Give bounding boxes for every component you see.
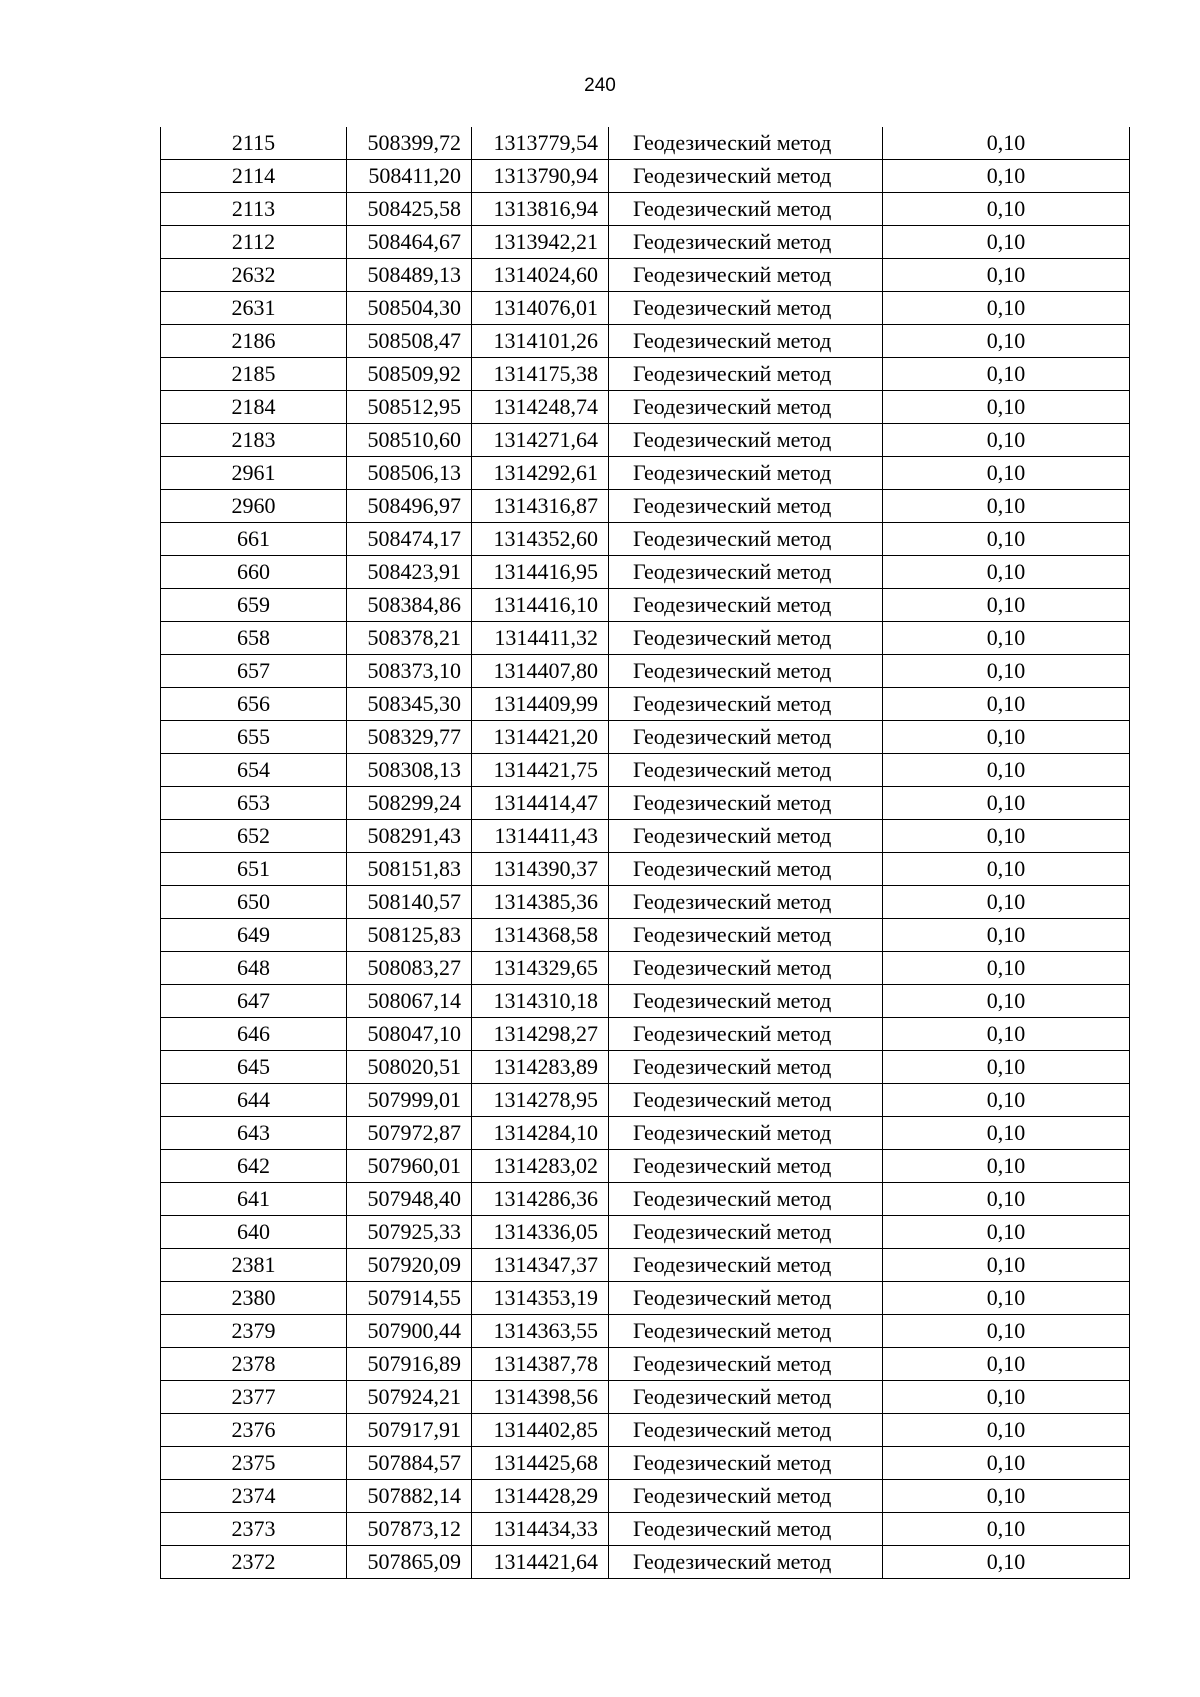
table-row [161, 1282, 1130, 1315]
point-number-cell: 2381 [161, 1249, 347, 1282]
accuracy-cell: 0,10 [883, 1480, 1130, 1513]
accuracy-cell: 0,10 [883, 1447, 1130, 1480]
x-coordinate-cell: 508510,60 [347, 424, 472, 457]
point-number-cell: 657 [161, 655, 347, 688]
point-number-cell: 2373 [161, 1513, 347, 1546]
accuracy-cell: 0,10 [883, 622, 1130, 655]
accuracy-cell: 0,10 [883, 952, 1130, 985]
point-number-cell: 659 [161, 589, 347, 622]
table-row [161, 655, 1130, 688]
y-coordinate-cell: 1314278,95 [472, 1084, 609, 1117]
y-coordinate-cell: 1314352,60 [472, 523, 609, 556]
method-cell: Геодезический метод [609, 688, 883, 721]
y-coordinate-cell: 1314385,36 [472, 886, 609, 919]
point-number-cell: 656 [161, 688, 347, 721]
accuracy-cell: 0,10 [883, 1348, 1130, 1381]
y-coordinate-cell: 1314363,55 [472, 1315, 609, 1348]
y-coordinate-cell: 1314421,20 [472, 721, 609, 754]
y-coordinate-cell: 1314387,78 [472, 1348, 609, 1381]
x-coordinate-cell: 508291,43 [347, 820, 472, 853]
table-row [161, 127, 1130, 160]
x-coordinate-cell: 507924,21 [347, 1381, 472, 1414]
x-coordinate-cell: 508373,10 [347, 655, 472, 688]
accuracy-cell: 0,10 [883, 457, 1130, 490]
x-coordinate-cell: 507882,14 [347, 1480, 472, 1513]
y-coordinate-cell: 1314292,61 [472, 457, 609, 490]
method-cell: Геодезический метод [609, 160, 883, 193]
y-coordinate-cell: 1314353,19 [472, 1282, 609, 1315]
table-row [161, 1381, 1130, 1414]
x-coordinate-cell: 508508,47 [347, 325, 472, 358]
x-coordinate-cell: 508504,30 [347, 292, 472, 325]
y-coordinate-cell: 1314409,99 [472, 688, 609, 721]
accuracy-cell: 0,10 [883, 1051, 1130, 1084]
point-number-cell: 2185 [161, 358, 347, 391]
y-coordinate-cell: 1314434,33 [472, 1513, 609, 1546]
x-coordinate-cell: 507884,57 [347, 1447, 472, 1480]
x-coordinate-cell: 508411,20 [347, 160, 472, 193]
y-coordinate-cell: 1314411,43 [472, 820, 609, 853]
x-coordinate-cell: 508308,13 [347, 754, 472, 787]
method-cell: Геодезический метод [609, 391, 883, 424]
point-number-cell: 2632 [161, 259, 347, 292]
point-number-cell: 2379 [161, 1315, 347, 1348]
y-coordinate-cell: 1314421,64 [472, 1546, 609, 1579]
method-cell: Геодезический метод [609, 853, 883, 886]
point-number-cell: 651 [161, 853, 347, 886]
accuracy-cell: 0,10 [883, 787, 1130, 820]
x-coordinate-cell: 508496,97 [347, 490, 472, 523]
point-number-cell: 2115 [161, 127, 347, 160]
y-coordinate-cell: 1314398,56 [472, 1381, 609, 1414]
table-row [161, 160, 1130, 193]
y-coordinate-cell: 1314368,58 [472, 919, 609, 952]
point-number-cell: 2376 [161, 1414, 347, 1447]
method-cell: Геодезический метод [609, 1249, 883, 1282]
x-coordinate-cell: 507917,91 [347, 1414, 472, 1447]
accuracy-cell: 0,10 [883, 292, 1130, 325]
table-row [161, 1315, 1130, 1348]
table-row [161, 226, 1130, 259]
method-cell: Геодезический метод [609, 1447, 883, 1480]
accuracy-cell: 0,10 [883, 226, 1130, 259]
accuracy-cell: 0,10 [883, 1216, 1130, 1249]
accuracy-cell: 0,10 [883, 325, 1130, 358]
y-coordinate-cell: 1314076,01 [472, 292, 609, 325]
y-coordinate-cell: 1314421,75 [472, 754, 609, 787]
accuracy-cell: 0,10 [883, 1381, 1130, 1414]
accuracy-cell: 0,10 [883, 358, 1130, 391]
table-row [161, 523, 1130, 556]
x-coordinate-cell: 507873,12 [347, 1513, 472, 1546]
point-number-cell: 647 [161, 985, 347, 1018]
table-row [161, 259, 1130, 292]
x-coordinate-cell: 507972,87 [347, 1117, 472, 1150]
accuracy-cell: 0,10 [883, 886, 1130, 919]
x-coordinate-cell: 507925,33 [347, 1216, 472, 1249]
point-number-cell: 658 [161, 622, 347, 655]
accuracy-cell: 0,10 [883, 1315, 1130, 1348]
method-cell: Геодезический метод [609, 1051, 883, 1084]
x-coordinate-cell: 507916,89 [347, 1348, 472, 1381]
method-cell: Геодезический метод [609, 259, 883, 292]
y-coordinate-cell: 1314336,05 [472, 1216, 609, 1249]
x-coordinate-cell: 508464,67 [347, 226, 472, 259]
method-cell: Геодезический метод [609, 721, 883, 754]
x-coordinate-cell: 508083,27 [347, 952, 472, 985]
table-row [161, 1183, 1130, 1216]
point-number-cell: 2114 [161, 160, 347, 193]
accuracy-cell: 0,10 [883, 985, 1130, 1018]
point-number-cell: 643 [161, 1117, 347, 1150]
table-row [161, 193, 1130, 226]
x-coordinate-cell: 508509,92 [347, 358, 472, 391]
table-row [161, 1216, 1130, 1249]
point-number-cell: 649 [161, 919, 347, 952]
x-coordinate-cell: 508474,17 [347, 523, 472, 556]
x-coordinate-cell: 508020,51 [347, 1051, 472, 1084]
accuracy-cell: 0,10 [883, 1249, 1130, 1282]
accuracy-cell: 0,10 [883, 160, 1130, 193]
x-coordinate-cell: 508125,83 [347, 919, 472, 952]
point-number-cell: 2186 [161, 325, 347, 358]
y-coordinate-cell: 1314298,27 [472, 1018, 609, 1051]
table-row [161, 820, 1130, 853]
x-coordinate-cell: 508489,13 [347, 259, 472, 292]
method-cell: Геодезический метод [609, 457, 883, 490]
table-row [161, 787, 1130, 820]
point-number-cell: 661 [161, 523, 347, 556]
accuracy-cell: 0,10 [883, 1546, 1130, 1579]
accuracy-cell: 0,10 [883, 424, 1130, 457]
method-cell: Геодезический метод [609, 226, 883, 259]
point-number-cell: 2183 [161, 424, 347, 457]
table-row [161, 1150, 1130, 1183]
page-number: 240 [584, 75, 616, 96]
accuracy-cell: 0,10 [883, 127, 1130, 160]
method-cell: Геодезический метод [609, 1480, 883, 1513]
y-coordinate-cell: 1314329,65 [472, 952, 609, 985]
table-row [161, 1018, 1130, 1051]
point-number-cell: 653 [161, 787, 347, 820]
x-coordinate-cell: 507914,55 [347, 1282, 472, 1315]
table-row [161, 622, 1130, 655]
x-coordinate-cell: 507948,40 [347, 1183, 472, 1216]
point-number-cell: 2377 [161, 1381, 347, 1414]
y-coordinate-cell: 1314347,37 [472, 1249, 609, 1282]
table-row [161, 325, 1130, 358]
x-coordinate-cell: 508299,24 [347, 787, 472, 820]
point-number-cell: 650 [161, 886, 347, 919]
table-row [161, 985, 1130, 1018]
method-cell: Геодезический метод [609, 622, 883, 655]
table-row [161, 1546, 1130, 1579]
method-cell: Геодезический метод [609, 1282, 883, 1315]
accuracy-cell: 0,10 [883, 655, 1130, 688]
y-coordinate-cell: 1314101,26 [472, 325, 609, 358]
table-row [161, 853, 1130, 886]
point-number-cell: 2112 [161, 226, 347, 259]
point-number-cell: 660 [161, 556, 347, 589]
accuracy-cell: 0,10 [883, 1084, 1130, 1117]
x-coordinate-cell: 508506,13 [347, 457, 472, 490]
point-number-cell: 2374 [161, 1480, 347, 1513]
method-cell: Геодезический метод [609, 1183, 883, 1216]
point-number-cell: 2378 [161, 1348, 347, 1381]
y-coordinate-cell: 1314271,64 [472, 424, 609, 457]
accuracy-cell: 0,10 [883, 391, 1130, 424]
x-coordinate-cell: 508423,91 [347, 556, 472, 589]
table-row [161, 1084, 1130, 1117]
table-row [161, 1513, 1130, 1546]
point-number-cell: 652 [161, 820, 347, 853]
point-number-cell: 2961 [161, 457, 347, 490]
method-cell: Геодезический метод [609, 490, 883, 523]
x-coordinate-cell: 507960,01 [347, 1150, 472, 1183]
accuracy-cell: 0,10 [883, 688, 1130, 721]
accuracy-cell: 0,10 [883, 589, 1130, 622]
method-cell: Геодезический метод [609, 589, 883, 622]
method-cell: Геодезический метод [609, 1084, 883, 1117]
point-number-cell: 2960 [161, 490, 347, 523]
y-coordinate-cell: 1314310,18 [472, 985, 609, 1018]
method-cell: Геодезический метод [609, 1150, 883, 1183]
method-cell: Геодезический метод [609, 193, 883, 226]
method-cell: Геодезический метод [609, 820, 883, 853]
point-number-cell: 641 [161, 1183, 347, 1216]
point-number-cell: 2113 [161, 193, 347, 226]
method-cell: Геодезический метод [609, 1216, 883, 1249]
accuracy-cell: 0,10 [883, 820, 1130, 853]
point-number-cell: 642 [161, 1150, 347, 1183]
accuracy-cell: 0,10 [883, 1282, 1130, 1315]
method-cell: Геодезический метод [609, 919, 883, 952]
y-coordinate-cell: 1314284,10 [472, 1117, 609, 1150]
method-cell: Геодезический метод [609, 787, 883, 820]
y-coordinate-cell: 1314316,87 [472, 490, 609, 523]
point-number-cell: 648 [161, 952, 347, 985]
y-coordinate-cell: 1314425,68 [472, 1447, 609, 1480]
table-row [161, 424, 1130, 457]
table-row [161, 589, 1130, 622]
y-coordinate-cell: 1314283,02 [472, 1150, 609, 1183]
x-coordinate-cell: 508329,77 [347, 721, 472, 754]
table-row [161, 1414, 1130, 1447]
y-coordinate-cell: 1313942,21 [472, 226, 609, 259]
x-coordinate-cell: 508067,14 [347, 985, 472, 1018]
x-coordinate-cell: 508378,21 [347, 622, 472, 655]
y-coordinate-cell: 1314024,60 [472, 259, 609, 292]
accuracy-cell: 0,10 [883, 853, 1130, 886]
table-row [161, 1051, 1130, 1084]
method-cell: Геодезический метод [609, 1315, 883, 1348]
accuracy-cell: 0,10 [883, 1183, 1130, 1216]
point-number-cell: 654 [161, 754, 347, 787]
table-row [161, 919, 1130, 952]
x-coordinate-cell: 507920,09 [347, 1249, 472, 1282]
coordinates-table [160, 127, 1130, 1579]
method-cell: Геодезический метод [609, 325, 883, 358]
method-cell: Геодезический метод [609, 292, 883, 325]
table-row [161, 391, 1130, 424]
y-coordinate-cell: 1314428,29 [472, 1480, 609, 1513]
x-coordinate-cell: 508345,30 [347, 688, 472, 721]
accuracy-cell: 0,10 [883, 193, 1130, 226]
y-coordinate-cell: 1313816,94 [472, 193, 609, 226]
y-coordinate-cell: 1314248,74 [472, 391, 609, 424]
point-number-cell: 2631 [161, 292, 347, 325]
table-row [161, 490, 1130, 523]
accuracy-cell: 0,10 [883, 1117, 1130, 1150]
table-row [161, 556, 1130, 589]
method-cell: Геодезический метод [609, 424, 883, 457]
y-coordinate-cell: 1314402,85 [472, 1414, 609, 1447]
y-coordinate-cell: 1314416,95 [472, 556, 609, 589]
method-cell: Геодезический метод [609, 1381, 883, 1414]
table-row [161, 358, 1130, 391]
x-coordinate-cell: 508151,83 [347, 853, 472, 886]
method-cell: Геодезический метод [609, 655, 883, 688]
y-coordinate-cell: 1314411,32 [472, 622, 609, 655]
accuracy-cell: 0,10 [883, 490, 1130, 523]
method-cell: Геодезический метод [609, 1414, 883, 1447]
method-cell: Геодезический метод [609, 1117, 883, 1150]
x-coordinate-cell: 508140,57 [347, 886, 472, 919]
table-row [161, 688, 1130, 721]
accuracy-cell: 0,10 [883, 754, 1130, 787]
table-row [161, 1117, 1130, 1150]
method-cell: Геодезический метод [609, 127, 883, 160]
accuracy-cell: 0,10 [883, 523, 1130, 556]
x-coordinate-cell: 508384,86 [347, 589, 472, 622]
y-coordinate-cell: 1314283,89 [472, 1051, 609, 1084]
table-row [161, 952, 1130, 985]
accuracy-cell: 0,10 [883, 919, 1130, 952]
point-number-cell: 645 [161, 1051, 347, 1084]
point-number-cell: 2380 [161, 1282, 347, 1315]
accuracy-cell: 0,10 [883, 1018, 1130, 1051]
point-number-cell: 644 [161, 1084, 347, 1117]
table-row [161, 886, 1130, 919]
method-cell: Геодезический метод [609, 952, 883, 985]
y-coordinate-cell: 1314286,36 [472, 1183, 609, 1216]
table-row [161, 292, 1130, 325]
method-cell: Геодезический метод [609, 1513, 883, 1546]
method-cell: Геодезический метод [609, 985, 883, 1018]
y-coordinate-cell: 1314390,37 [472, 853, 609, 886]
method-cell: Геодезический метод [609, 886, 883, 919]
accuracy-cell: 0,10 [883, 259, 1130, 292]
method-cell: Геодезический метод [609, 523, 883, 556]
point-number-cell: 640 [161, 1216, 347, 1249]
x-coordinate-cell: 507865,09 [347, 1546, 472, 1579]
x-coordinate-cell: 508512,95 [347, 391, 472, 424]
method-cell: Геодезический метод [609, 358, 883, 391]
table-row [161, 1480, 1130, 1513]
accuracy-cell: 0,10 [883, 1150, 1130, 1183]
method-cell: Геодезический метод [609, 754, 883, 787]
point-number-cell: 655 [161, 721, 347, 754]
y-coordinate-cell: 1314175,38 [472, 358, 609, 391]
table-row [161, 721, 1130, 754]
table-row [161, 1447, 1130, 1480]
method-cell: Геодезический метод [609, 556, 883, 589]
accuracy-cell: 0,10 [883, 721, 1130, 754]
point-number-cell: 2184 [161, 391, 347, 424]
accuracy-cell: 0,10 [883, 1513, 1130, 1546]
x-coordinate-cell: 507900,44 [347, 1315, 472, 1348]
x-coordinate-cell: 507999,01 [347, 1084, 472, 1117]
table-row [161, 754, 1130, 787]
table-row [161, 1249, 1130, 1282]
x-coordinate-cell: 508399,72 [347, 127, 472, 160]
x-coordinate-cell: 508047,10 [347, 1018, 472, 1051]
point-number-cell: 646 [161, 1018, 347, 1051]
y-coordinate-cell: 1314416,10 [472, 589, 609, 622]
accuracy-cell: 0,10 [883, 556, 1130, 589]
x-coordinate-cell: 508425,58 [347, 193, 472, 226]
y-coordinate-cell: 1313790,94 [472, 160, 609, 193]
method-cell: Геодезический метод [609, 1546, 883, 1579]
coordinates-table-body [161, 127, 1130, 1579]
point-number-cell: 2372 [161, 1546, 347, 1579]
y-coordinate-cell: 1314407,80 [472, 655, 609, 688]
method-cell: Геодезический метод [609, 1348, 883, 1381]
y-coordinate-cell: 1314414,47 [472, 787, 609, 820]
table-row [161, 1348, 1130, 1381]
table-row [161, 457, 1130, 490]
point-number-cell: 2375 [161, 1447, 347, 1480]
y-coordinate-cell: 1313779,54 [472, 127, 609, 160]
accuracy-cell: 0,10 [883, 1414, 1130, 1447]
method-cell: Геодезический метод [609, 1018, 883, 1051]
